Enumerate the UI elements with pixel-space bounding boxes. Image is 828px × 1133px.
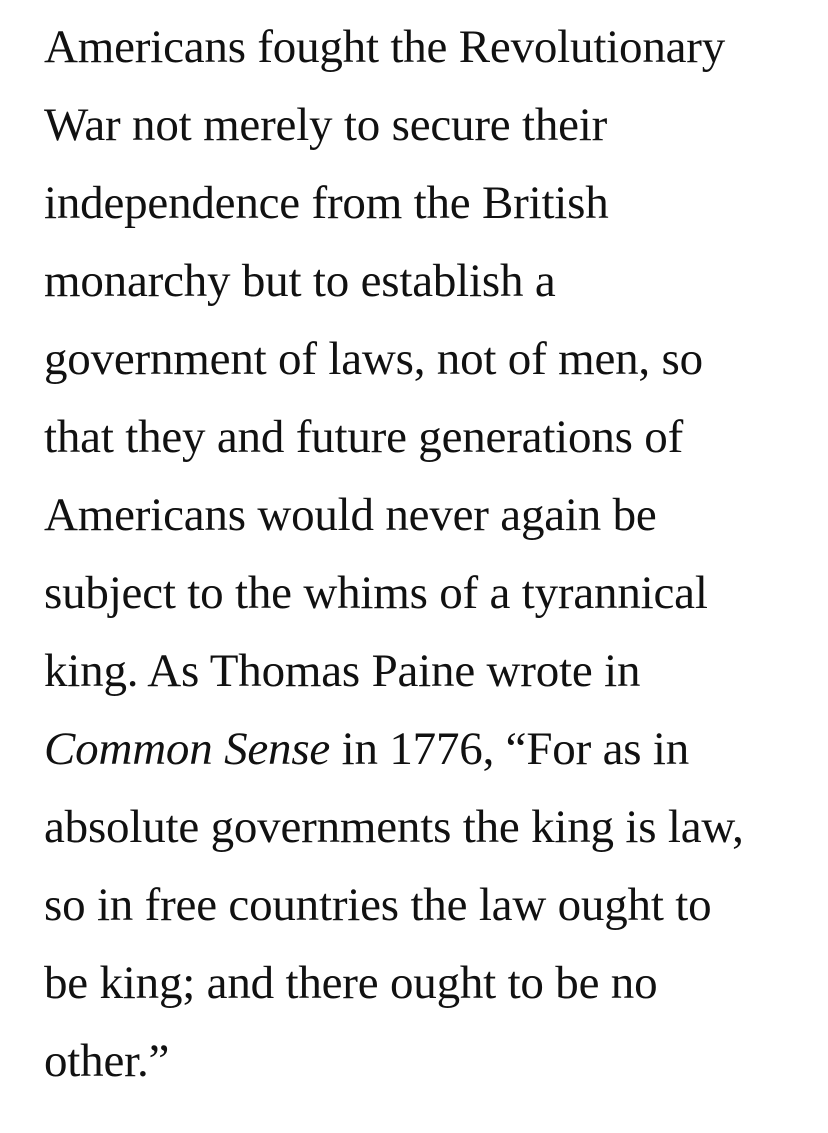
paragraph-line: that they and future generations of [44,411,684,463]
paragraph-line: king. As Thomas Paine wrote in [44,645,641,697]
paragraph-line: be king; and there ought to be no [44,957,658,1009]
paragraph-line: so in free countries the law ought to [44,879,712,931]
paragraph-line: War not merely to secure their [44,99,608,151]
paragraph-line: Americans would never again be [44,489,657,541]
paragraph-line: government of laws, not of men, so [44,333,703,385]
paragraph-line-rest: in 1776, “For as in [330,723,690,775]
paragraph-line: independence from the British [44,177,609,229]
paragraph-line: other.” [44,1035,170,1087]
book-title: Common Sense [44,723,331,775]
paragraph-line: subject to the whims of a tyrannical [44,567,708,619]
paragraph-line: absolute governments the king is law, [44,801,744,853]
paragraph-line [44,723,690,775]
paragraph-line: monarchy but to establish a [44,255,556,307]
paragraph-line: Americans fought the Revolutionary [44,21,726,73]
